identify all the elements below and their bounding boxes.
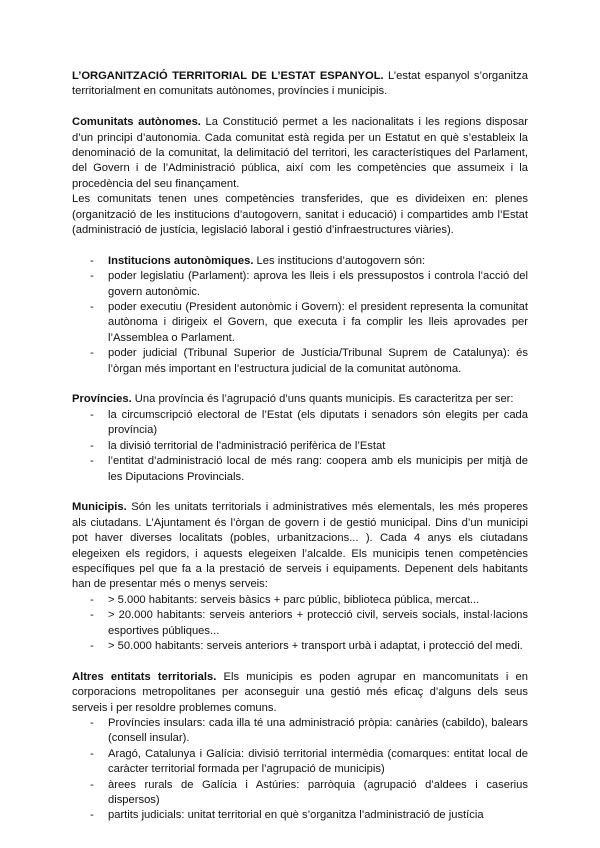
bullet-dash: - [90, 439, 94, 452]
comunitats-heading: Comunitats autònomes. [72, 116, 201, 129]
list-item [72, 716, 528, 747]
municipis-list [72, 593, 528, 655]
bullet-dash: - [90, 747, 94, 760]
comunitats-text: La Constitució permet a les nacionalitats i les regions disposar d’un principi d’autonomia. Cada comunitat està regida per un Estatut en què s’estableix la denominació de la comunitat, la delimitació del territori, les característiques del Parlament, del Govern i de l’Administració pública, així com les competències que assumeix i la procedència del seu finançament. [72, 116, 529, 190]
bullet-dash: - [90, 455, 94, 468]
list-item [72, 608, 528, 639]
list-item-text: > 50.000 habitants: serveis anteriors + transport urbà i adaptat, i protecció del medi. [108, 639, 523, 652]
altres-paragraph [72, 670, 528, 716]
competencies-paragraph: Les comunitats tenen unes competències transferides, que es divideixen en: plenes (organització de les institucions d’autogovern, sanitat i educació) i compartides amb l’Estat (administració de justícia, legislació laboral i gestió d’infraestructures viàries). [72, 193, 528, 237]
bullet-dash: - [90, 809, 94, 822]
municipis-text: Són les unitats territorials i administratives més elementals, les més properes als ciutadans. L’Ajuntament és l’òrgan de govern i de gestió municipal. Dins d’un municipi pot haver diverses localitats (pobles, urbanitzacions... ). Cada 4 anys els ciutadans elegeixen els regidors, i aquests elegeixen l’alcalde. Els municipis tenen competències específiques pel que fa a la prestació de serveis i equipaments. Depenent dels habitants han de presentar més o menys serveis: [72, 501, 528, 591]
provincies-paragraph [72, 392, 528, 407]
list-item [72, 747, 528, 778]
municipis-paragraph [72, 500, 528, 592]
list-item [72, 778, 528, 809]
list-item [72, 254, 528, 269]
bullet-dash: - [90, 254, 94, 267]
provincies-list [72, 408, 528, 485]
list-item-text: poder executiu (President autonòmic i Govern): el president representa la comunitat autònoma i dirigeix el Govern, que executa i fa complir les lleis aprovades per l’Assemblea o Parlament. [108, 301, 528, 344]
list-item-text: Aragó, Catalunya i Galícia: divisió territorial intermèdia (comarques: entitat local de caràcter territorial formada per l’agrupació de municipis) [108, 747, 528, 776]
altres-heading: Altres entitats territorials. [72, 670, 217, 683]
institucions-list [72, 254, 528, 377]
bullet-dash: - [90, 301, 94, 314]
altres-text: Els municipis es poden agrupar en mancomunitats i en corporacions metropolitanes per aconseguir una gestió més eficaç d’alguns dels seus serveis i per resoldre problemes comuns. [72, 670, 528, 714]
bullet-dash: - [90, 270, 94, 283]
list-item [72, 300, 528, 346]
institucions-text: Les institucions d’autogovern són: [253, 254, 426, 267]
comunitats-paragraph [72, 115, 528, 192]
bullet-dash: - [90, 639, 94, 652]
bullet-dash: - [90, 778, 94, 791]
list-item [72, 439, 528, 454]
list-item-text: > 5.000 habitants: serveis bàsics + parc públic, biblioteca pública, mercat... [108, 593, 480, 606]
bullet-dash: - [90, 347, 94, 360]
list-item-text: poder legislatiu (Parlament): aprova les lleis i els pressupostos i controla l’acció del govern autonòmic. [108, 270, 528, 298]
document-body [72, 69, 528, 824]
municipis-heading: Municipis. [72, 501, 127, 514]
bullet-dash: - [90, 408, 94, 421]
list-item [72, 346, 528, 377]
list-item [72, 593, 528, 608]
provincies-heading: Províncies. [72, 393, 132, 406]
list-item-text: l’entitat d’administració local de més rang: coopera amb els municipis per mitjà de les Diputacions Provincials. [108, 455, 528, 483]
bullet-dash: - [90, 716, 94, 729]
list-item [72, 808, 528, 823]
intro-heading: L’ORGANITZACIÓ TERRITORIAL DE L’ESTAT ESPANYOL. [72, 70, 384, 82]
institucions-heading: Institucions autonòmiques. [108, 254, 254, 267]
list-item [72, 454, 528, 485]
intro-text: L’estat espanyol s’organitza territorialment en comunitats autònomes, províncies i municipis. [72, 70, 528, 98]
list-item [72, 639, 528, 654]
altres-list [72, 716, 528, 824]
list-item [72, 269, 528, 300]
bullet-dash: - [90, 609, 94, 622]
list-item-text: Províncies insulars: cada illa té una administració pròpia: canàries (cabildo), balears (consell insular). [108, 716, 528, 745]
provincies-text: Una província és l’agrupació d’uns quants municipis. Es caracteritza per ser: [131, 393, 514, 406]
list-item-text: la circumscripció electoral de l’Estat (els diputats i senadors són elegits per cada província) [108, 408, 528, 437]
intro-paragraph [72, 69, 528, 100]
list-item-text: > 20.000 habitants: serveis anteriors + protecció civil, serveis socials, instal·lacions esportives públiques... [108, 609, 528, 637]
list-item [72, 408, 528, 439]
bullet-dash: - [90, 593, 94, 606]
list-item-text: àrees rurals de Galícia i Astúries: parròquia (agrupació d’aldees i caserius dispersos) [108, 778, 528, 807]
list-item-text: poder judicial (Tribunal Superior de Justícia/Tribunal Suprem de Catalunya): és l’òrgan més important en l’estructura judicial de la comunitat autònoma. [108, 347, 528, 375]
list-item-text: partits judicials: unitat territorial en què s’organitza l’administració de justícia [108, 809, 484, 822]
list-item-text: la divisió territorial de l’administració perifèrica de l’Estat [108, 439, 386, 452]
